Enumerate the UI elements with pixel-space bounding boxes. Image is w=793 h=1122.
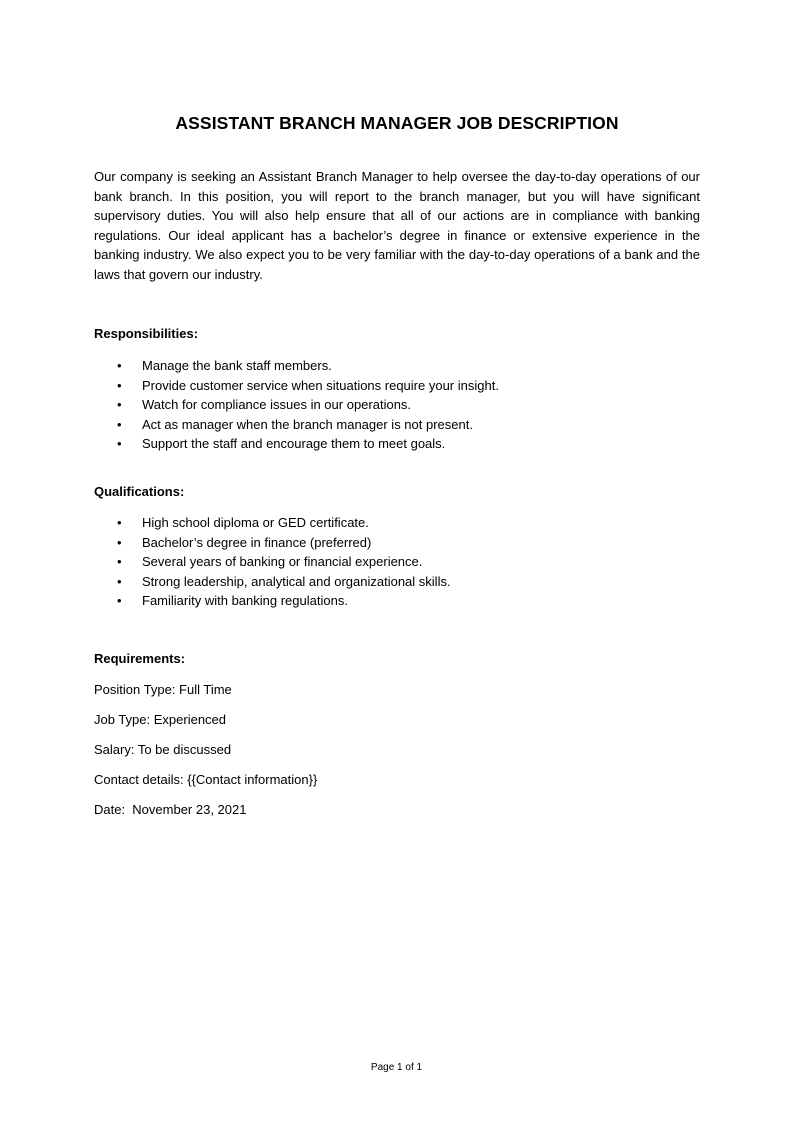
list-item <box>94 415 700 435</box>
position-type-line: Position Type: Full Time <box>94 682 232 697</box>
bullet-icon: • <box>117 397 122 412</box>
contact-details-line: Contact details: {{Contact information}} <box>94 772 318 787</box>
bullet-icon: • <box>117 515 122 530</box>
list-item <box>94 552 700 572</box>
list-item <box>94 376 700 396</box>
list-item-text: High school diploma or GED certificate. <box>142 515 369 530</box>
bullet-icon: • <box>117 416 122 432</box>
list-item-text: Act as manager when the branch manager is not present. <box>142 416 473 432</box>
bullet-icon: • <box>117 377 122 393</box>
bullet-icon: • <box>117 593 122 608</box>
responsibilities-list <box>94 356 700 454</box>
page-title: ASSISTANT BRANCH MANAGER JOB DESCRIPTION <box>175 113 619 133</box>
qualifications-heading: Qualifications: <box>94 484 185 499</box>
bullet-icon: • <box>117 573 122 589</box>
job-type-line: Job Type: Experienced <box>94 712 227 727</box>
bullet-icon: • <box>117 534 122 550</box>
list-item <box>94 533 700 553</box>
intro-paragraph: Our company is seeking an Assistant Branch Manager to help oversee the day-to-day operations of our bank branch. In this position, you will report to the branch manager, but you will have significant supervisory duties. You will also help ensure that all of our actions are in compliance with banking regulations. Our ideal applicant has a bachelor’s degree in finance or extensive experience in the banking industry. We also expect you to be very familiar with the day-to-day operations of a bank and the laws that govern our industry. <box>94 169 700 282</box>
salary-line: Salary: To be discussed <box>94 742 232 757</box>
list-item <box>94 356 700 376</box>
page-number-footer: Page 1 of 1 <box>370 1062 423 1073</box>
list-item-text: Familiarity with banking regulations. <box>142 593 348 608</box>
requirements-heading: Requirements: <box>94 651 186 666</box>
list-item <box>94 395 700 415</box>
list-item-text: Watch for compliance issues in our operations. <box>142 397 412 412</box>
list-item <box>94 572 700 592</box>
list-item-text: Support the staff and encourage them to meet goals. <box>142 436 446 451</box>
bullet-icon: • <box>117 436 122 451</box>
date-line: Date: November 23, 2021 <box>94 802 247 817</box>
list-item-text: Manage the bank staff members. <box>142 358 332 373</box>
qualifications-list <box>94 513 700 611</box>
list-item <box>94 434 700 454</box>
list-item-text: Strong leadership, analytical and organizational skills. <box>142 573 451 589</box>
responsibilities-heading: Responsibilities: <box>94 326 199 341</box>
bullet-icon: • <box>117 554 122 569</box>
list-item <box>94 513 700 533</box>
list-item-text: Bachelor’s degree in finance (preferred) <box>142 534 372 550</box>
list-item <box>94 591 700 611</box>
list-item-text: Several years of banking or financial experience. <box>142 554 423 569</box>
list-item-text: Provide customer service when situations require your insight. <box>142 377 499 393</box>
bullet-icon: • <box>117 358 122 373</box>
